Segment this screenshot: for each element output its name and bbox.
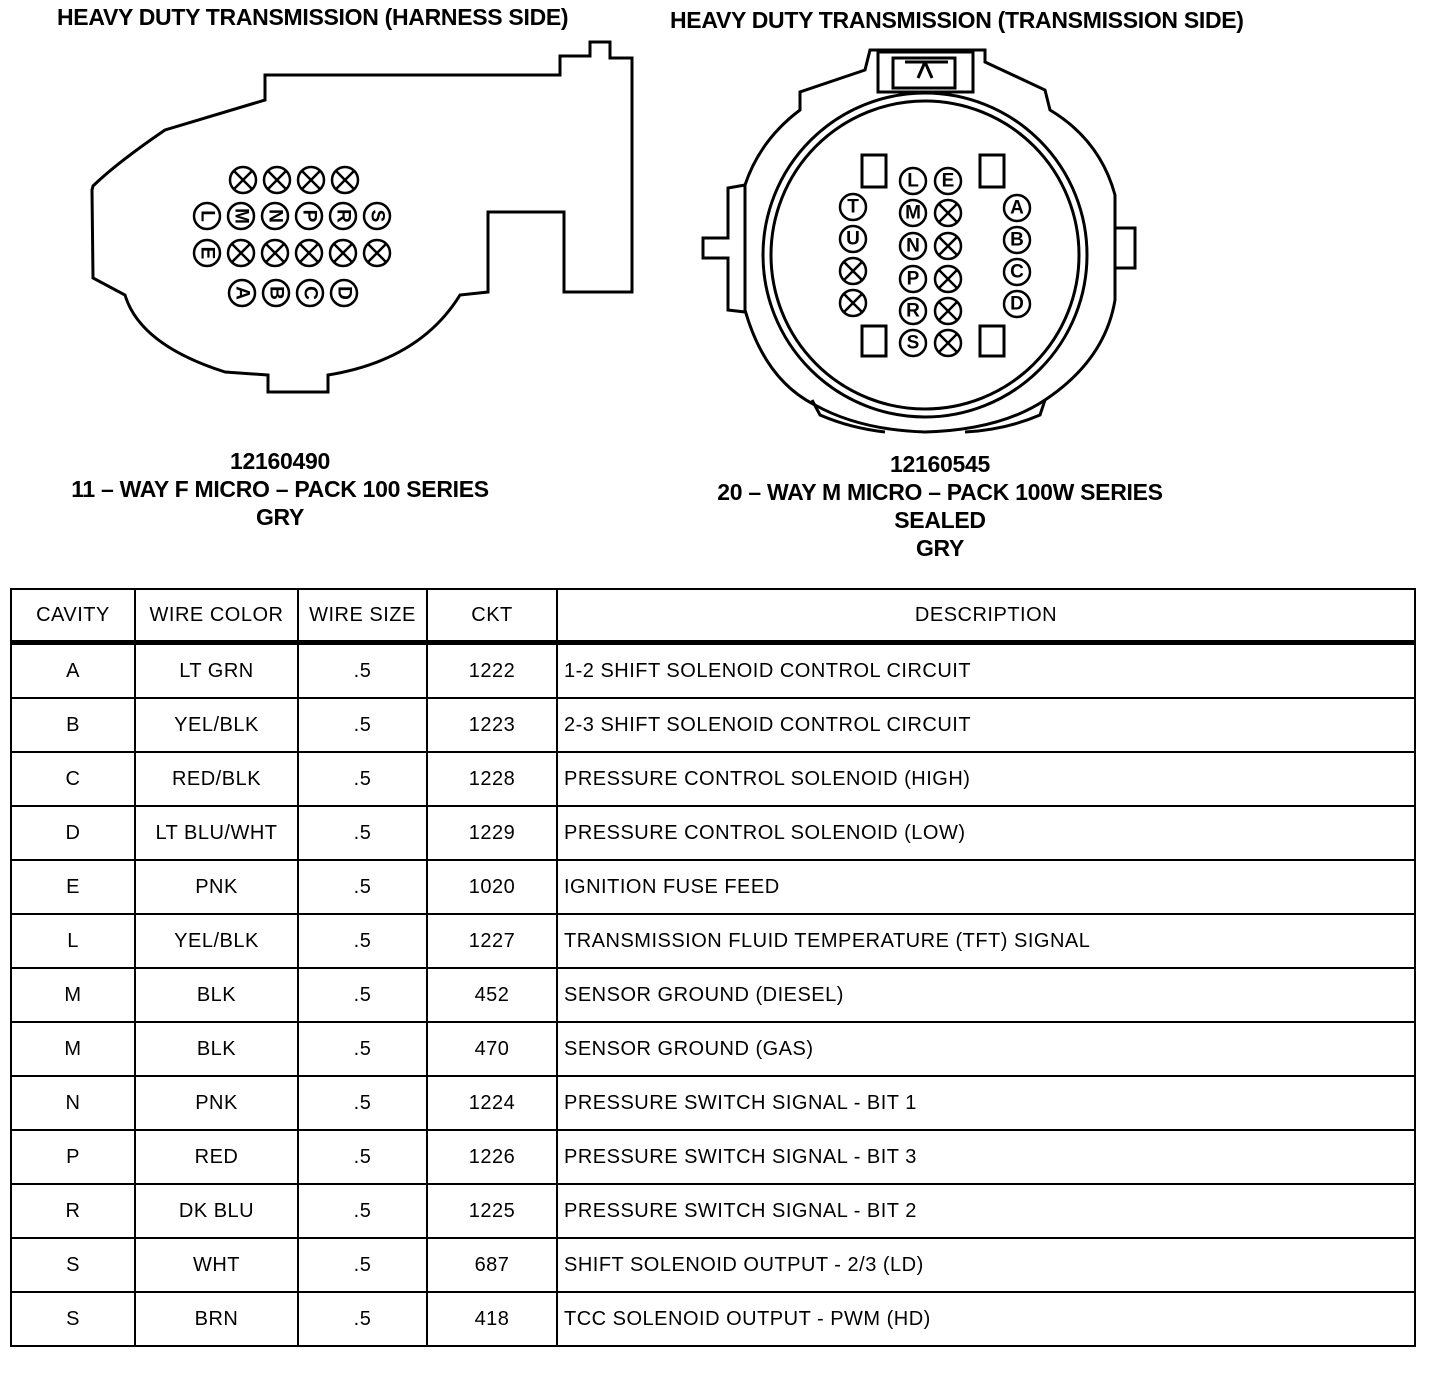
table-row bbox=[11, 1022, 1415, 1076]
pin-R bbox=[900, 298, 926, 324]
svg-text:B: B bbox=[1010, 229, 1024, 251]
table-row bbox=[11, 643, 1415, 699]
pin-E bbox=[935, 168, 961, 194]
cell-ckt: 1224 bbox=[427, 1076, 557, 1130]
cell-wire-size: .5 bbox=[298, 1292, 427, 1346]
cell-wire-color: YEL/BLK bbox=[135, 914, 298, 968]
table-row bbox=[11, 1076, 1415, 1130]
transmission-side-connector-diagram bbox=[0, 0, 1440, 450]
empty-cavity-icon bbox=[840, 258, 866, 284]
cell-description: SENSOR GROUND (GAS) bbox=[557, 1022, 1415, 1076]
cell-cavity: A bbox=[11, 643, 135, 699]
cell-description: PRESSURE SWITCH SIGNAL - BIT 1 bbox=[557, 1076, 1415, 1130]
cell-description: SENSOR GROUND (DIESEL) bbox=[557, 968, 1415, 1022]
cell-description: PRESSURE CONTROL SOLENOID (LOW) bbox=[557, 806, 1415, 860]
cell-wire-size: .5 bbox=[298, 698, 427, 752]
svg-text:R: R bbox=[906, 300, 920, 322]
harness-connector-caption bbox=[40, 447, 520, 531]
cell-cavity: S bbox=[11, 1292, 135, 1346]
side-tab-left bbox=[703, 185, 745, 312]
cell-wire-size: .5 bbox=[298, 1022, 427, 1076]
pin-C bbox=[1004, 259, 1030, 285]
svg-text:N: N bbox=[906, 235, 920, 257]
header-ckt: CKT bbox=[427, 589, 557, 643]
cell-ckt: 1226 bbox=[427, 1130, 557, 1184]
cell-wire-color: YEL/BLK bbox=[135, 698, 298, 752]
cell-ckt: 1228 bbox=[427, 752, 557, 806]
svg-text:C: C bbox=[1010, 261, 1024, 283]
svg-text:P: P bbox=[906, 268, 920, 290]
cell-wire-size: .5 bbox=[298, 643, 427, 699]
header-wire-color: WIRE COLOR bbox=[135, 589, 298, 643]
cell-description: TRANSMISSION FLUID TEMPERATURE (TFT) SIGNAL bbox=[557, 914, 1415, 968]
cell-wire-size: .5 bbox=[298, 806, 427, 860]
table-header-row bbox=[11, 589, 1415, 643]
cell-wire-color: RED/BLK bbox=[135, 752, 298, 806]
cell-wire-size: .5 bbox=[298, 1076, 427, 1130]
cell-description: PRESSURE CONTROL SOLENOID (HIGH) bbox=[557, 752, 1415, 806]
cell-ckt: 1227 bbox=[427, 914, 557, 968]
cell-cavity: B bbox=[11, 698, 135, 752]
cell-description: PRESSURE SWITCH SIGNAL - BIT 3 bbox=[557, 1130, 1415, 1184]
svg-text:D: D bbox=[333, 286, 355, 300]
svg-text:N: N bbox=[264, 209, 286, 223]
cell-description: PRESSURE SWITCH SIGNAL - BIT 2 bbox=[557, 1184, 1415, 1238]
cell-ckt: 1229 bbox=[427, 806, 557, 860]
cell-wire-color: BLK bbox=[135, 968, 298, 1022]
pin-A bbox=[1004, 195, 1030, 221]
cell-cavity: M bbox=[11, 1022, 135, 1076]
transmission-connector-caption bbox=[680, 450, 1200, 562]
pin-U bbox=[840, 226, 866, 252]
cell-ckt: 1223 bbox=[427, 698, 557, 752]
cell-wire-size: .5 bbox=[298, 914, 427, 968]
cell-cavity: N bbox=[11, 1076, 135, 1130]
side-tab-right bbox=[1115, 228, 1135, 268]
svg-text:S: S bbox=[906, 332, 920, 354]
cell-wire-color: RED bbox=[135, 1130, 298, 1184]
svg-text:T: T bbox=[847, 196, 859, 218]
pin-D bbox=[1004, 291, 1030, 317]
empty-cavity-icon bbox=[840, 290, 866, 316]
cell-wire-color: BRN bbox=[135, 1292, 298, 1346]
cell-ckt: 687 bbox=[427, 1238, 557, 1292]
svg-text:B: B bbox=[265, 286, 287, 300]
key-slot bbox=[862, 326, 886, 356]
svg-text:E: E bbox=[196, 246, 218, 260]
cell-ckt: 452 bbox=[427, 968, 557, 1022]
svg-text:D: D bbox=[1010, 293, 1024, 315]
cell-cavity: E bbox=[11, 860, 135, 914]
cell-wire-size: .5 bbox=[298, 1238, 427, 1292]
svg-text:S: S bbox=[366, 209, 388, 223]
table-row bbox=[11, 752, 1415, 806]
cell-ckt: 1225 bbox=[427, 1184, 557, 1238]
cell-wire-size: .5 bbox=[298, 1184, 427, 1238]
cell-ckt: 470 bbox=[427, 1022, 557, 1076]
cell-cavity: C bbox=[11, 752, 135, 806]
cell-ckt: 418 bbox=[427, 1292, 557, 1346]
cell-description: TCC SOLENOID OUTPUT - PWM (HD) bbox=[557, 1292, 1415, 1346]
pin-L bbox=[900, 168, 926, 194]
cell-wire-size: .5 bbox=[298, 968, 427, 1022]
table-row bbox=[11, 860, 1415, 914]
key-slot bbox=[980, 326, 1004, 356]
cell-description: 2-3 SHIFT SOLENOID CONTROL CIRCUIT bbox=[557, 698, 1415, 752]
svg-text:P: P bbox=[298, 209, 320, 223]
empty-cavity-icon bbox=[935, 330, 961, 356]
pin-P bbox=[900, 266, 926, 292]
cell-cavity: P bbox=[11, 1130, 135, 1184]
pin-N bbox=[900, 233, 926, 259]
key-slot bbox=[862, 155, 886, 187]
part-number: 12160545 bbox=[890, 451, 990, 477]
empty-cavity-icon bbox=[935, 233, 961, 259]
table-row bbox=[11, 698, 1415, 752]
connector-type: 20 – WAY M MICRO – PACK 100W SERIES bbox=[717, 479, 1163, 505]
pin-B bbox=[1004, 227, 1030, 253]
key-slot bbox=[980, 155, 1004, 187]
cell-wire-color: DK BLU bbox=[135, 1184, 298, 1238]
cell-cavity: S bbox=[11, 1238, 135, 1292]
table-row bbox=[11, 968, 1415, 1022]
pinout-table bbox=[10, 588, 1416, 1347]
connector-type: 11 – WAY F MICRO – PACK 100 SERIES bbox=[71, 476, 489, 502]
table-row bbox=[11, 1292, 1415, 1346]
cell-description: SHIFT SOLENOID OUTPUT - 2/3 (LD) bbox=[557, 1238, 1415, 1292]
svg-text:A: A bbox=[231, 286, 253, 300]
pin-M bbox=[900, 200, 926, 226]
svg-text:U: U bbox=[846, 228, 860, 250]
table-row bbox=[11, 914, 1415, 968]
cell-wire-size: .5 bbox=[298, 1130, 427, 1184]
connector-color: GRY bbox=[255, 504, 305, 530]
cell-ckt: 1222 bbox=[427, 643, 557, 699]
svg-text:E: E bbox=[941, 170, 955, 192]
cell-cavity: R bbox=[11, 1184, 135, 1238]
empty-cavity-icon bbox=[935, 200, 961, 226]
table-row bbox=[11, 806, 1415, 860]
svg-text:C: C bbox=[299, 286, 321, 300]
pin-T bbox=[840, 194, 866, 220]
header-wire-size: WIRE SIZE bbox=[298, 589, 427, 643]
cell-wire-color: PNK bbox=[135, 860, 298, 914]
cell-description: IGNITION FUSE FEED bbox=[557, 860, 1415, 914]
pin-S bbox=[900, 330, 926, 356]
svg-text:L: L bbox=[907, 170, 919, 192]
svg-text:A: A bbox=[1010, 197, 1024, 219]
connector-color: GRY bbox=[915, 535, 965, 561]
cell-wire-color: LT BLU/WHT bbox=[135, 806, 298, 860]
empty-cavity-icon bbox=[935, 298, 961, 324]
svg-text:M: M bbox=[230, 208, 252, 224]
part-number: 12160490 bbox=[230, 448, 330, 474]
svg-text:M: M bbox=[905, 202, 921, 224]
transmission-connector-inner-ring bbox=[763, 93, 1087, 417]
cell-description: 1-2 SHIFT SOLENOID CONTROL CIRCUIT bbox=[557, 643, 1415, 699]
table-row bbox=[11, 1238, 1415, 1292]
cell-wire-size: .5 bbox=[298, 860, 427, 914]
cell-wire-color: PNK bbox=[135, 1076, 298, 1130]
empty-cavity-icon bbox=[935, 266, 961, 292]
header-cavity: CAVITY bbox=[11, 589, 135, 643]
header-description: DESCRIPTION bbox=[557, 589, 1415, 643]
cell-cavity: L bbox=[11, 914, 135, 968]
cell-ckt: 1020 bbox=[427, 860, 557, 914]
cell-cavity: M bbox=[11, 968, 135, 1022]
transmission-connector-outer-ring bbox=[745, 50, 1115, 432]
harness-side-title: HEAVY DUTY TRANSMISSION (HARNESS SIDE) bbox=[57, 4, 569, 30]
table-row bbox=[11, 1184, 1415, 1238]
cell-wire-color: WHT bbox=[135, 1238, 298, 1292]
cell-wire-color: BLK bbox=[135, 1022, 298, 1076]
cell-cavity: D bbox=[11, 806, 135, 860]
svg-text:R: R bbox=[332, 209, 354, 223]
transmission-side-title: HEAVY DUTY TRANSMISSION (TRANSMISSION SIDE) bbox=[670, 7, 1244, 33]
cell-wire-size: .5 bbox=[298, 752, 427, 806]
sealed-label: SEALED bbox=[894, 507, 986, 533]
table-row bbox=[11, 1130, 1415, 1184]
svg-text:L: L bbox=[196, 210, 218, 222]
cell-wire-color: LT GRN bbox=[135, 643, 298, 699]
